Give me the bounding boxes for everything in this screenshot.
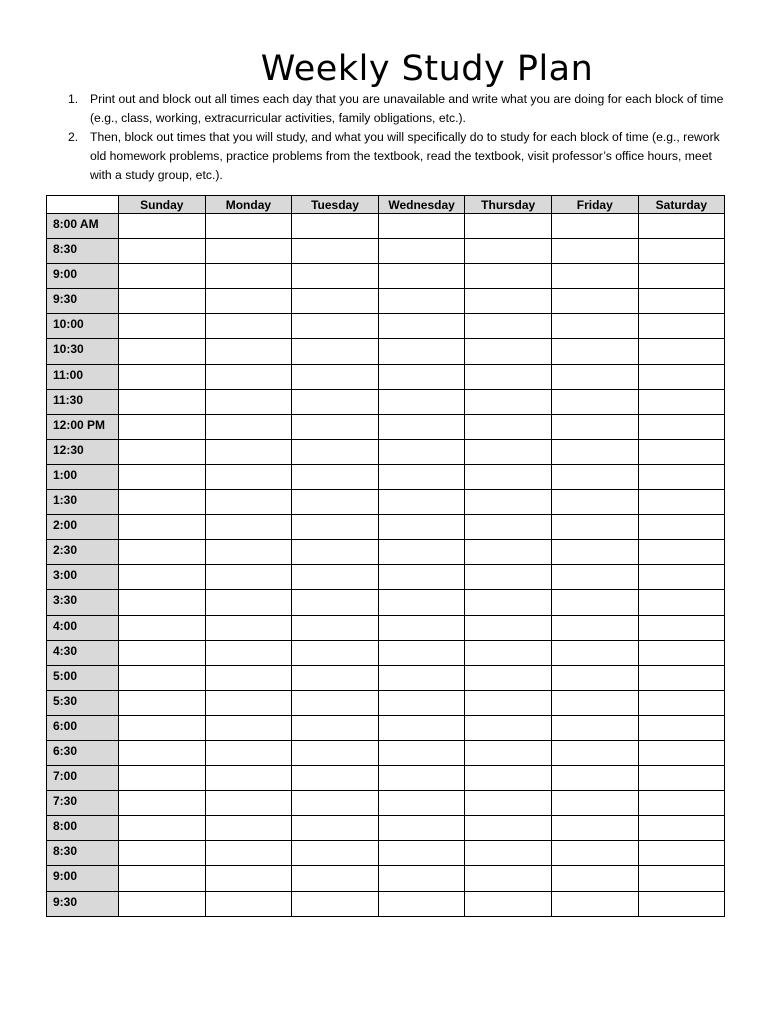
schedule-cell[interactable] (205, 816, 292, 841)
schedule-cell[interactable] (551, 364, 638, 389)
schedule-cell[interactable] (292, 866, 379, 891)
instruction-item (66, 90, 726, 128)
schedule-cell[interactable] (292, 490, 379, 515)
table-row (47, 665, 725, 690)
schedule-cell[interactable] (638, 314, 725, 339)
schedule-cell[interactable] (638, 540, 725, 565)
schedule-cell[interactable] (119, 239, 206, 264)
schedule-cell[interactable] (119, 740, 206, 765)
time-label: 6:30 (47, 740, 119, 765)
time-label: 2:00 (47, 515, 119, 540)
table-row (47, 239, 725, 264)
schedule-cell[interactable] (119, 891, 206, 916)
schedule-cell[interactable] (638, 264, 725, 289)
schedule-cell[interactable] (638, 740, 725, 765)
schedule-cell[interactable] (205, 766, 292, 791)
header-row (47, 196, 725, 214)
schedule-cell[interactable] (465, 690, 552, 715)
day-header-sunday: Sunday (119, 196, 206, 214)
time-label: 5:30 (47, 690, 119, 715)
schedule-cell[interactable] (551, 841, 638, 866)
schedule-cell[interactable] (638, 866, 725, 891)
schedule-cell[interactable] (638, 640, 725, 665)
schedule-cell[interactable] (205, 364, 292, 389)
schedule-cell[interactable] (465, 289, 552, 314)
schedule-cell[interactable] (551, 565, 638, 590)
schedule-cell[interactable] (378, 540, 465, 565)
schedule-cell[interactable] (205, 239, 292, 264)
schedule-cell[interactable] (551, 715, 638, 740)
schedule-cell[interactable] (119, 289, 206, 314)
schedule-cell[interactable] (551, 766, 638, 791)
schedule-cell[interactable] (205, 264, 292, 289)
schedule-cell[interactable] (292, 590, 379, 615)
schedule-cell[interactable] (205, 414, 292, 439)
schedule-cell[interactable] (292, 364, 379, 389)
schedule-cell[interactable] (465, 715, 552, 740)
schedule-cell[interactable] (205, 289, 292, 314)
schedule-cell[interactable] (205, 439, 292, 464)
schedule-cell[interactable] (119, 640, 206, 665)
table-row (47, 314, 725, 339)
schedule-cell[interactable] (465, 841, 552, 866)
schedule-cell[interactable] (638, 841, 725, 866)
table-row (47, 816, 725, 841)
schedule-cell[interactable] (638, 791, 725, 816)
schedule-cell[interactable] (378, 891, 465, 916)
schedule-cell[interactable] (551, 464, 638, 489)
schedule-cell[interactable] (292, 615, 379, 640)
schedule-cell[interactable] (378, 264, 465, 289)
schedule-cell[interactable] (119, 816, 206, 841)
schedule-cell[interactable] (205, 715, 292, 740)
schedule-cell[interactable] (638, 490, 725, 515)
schedule-cell[interactable] (638, 239, 725, 264)
schedule-cell[interactable] (292, 690, 379, 715)
schedule-cell[interactable] (465, 891, 552, 916)
schedule-cell[interactable] (551, 891, 638, 916)
time-label: 8:30 (47, 841, 119, 866)
day-header-tuesday: Tuesday (292, 196, 379, 214)
table-row (47, 214, 725, 239)
table-row (47, 515, 725, 540)
schedule-cell[interactable] (205, 615, 292, 640)
schedule-cell[interactable] (292, 289, 379, 314)
table-row (47, 540, 725, 565)
table-row (47, 490, 725, 515)
schedule-cell[interactable] (551, 414, 638, 439)
schedule-cell[interactable] (551, 239, 638, 264)
table-row (47, 615, 725, 640)
schedule-cell[interactable] (378, 239, 465, 264)
time-label: 1:00 (47, 464, 119, 489)
schedule-cell[interactable] (205, 339, 292, 364)
schedule-cell[interactable] (119, 314, 206, 339)
schedule-cell[interactable] (292, 389, 379, 414)
schedule-cell[interactable] (465, 615, 552, 640)
schedule-cell[interactable] (205, 740, 292, 765)
schedule-cell[interactable] (465, 239, 552, 264)
table-row (47, 740, 725, 765)
schedule-cell[interactable] (292, 339, 379, 364)
schedule-cell[interactable] (119, 841, 206, 866)
time-label: 10:00 (47, 314, 119, 339)
schedule-cell[interactable] (119, 439, 206, 464)
table-row (47, 891, 725, 916)
schedule-cell[interactable] (292, 515, 379, 540)
schedule-cell[interactable] (638, 766, 725, 791)
instruction-item (66, 128, 726, 185)
time-label: 9:00 (47, 264, 119, 289)
schedule-cell[interactable] (638, 464, 725, 489)
instruction-number: 1. (68, 92, 79, 106)
schedule-cell[interactable] (638, 816, 725, 841)
schedule-cell[interactable] (292, 891, 379, 916)
schedule-cell[interactable] (378, 615, 465, 640)
table-row (47, 364, 725, 389)
schedule-cell[interactable] (205, 665, 292, 690)
schedule-cell[interactable] (292, 414, 379, 439)
schedule-cell[interactable] (205, 464, 292, 489)
schedule-cell[interactable] (119, 690, 206, 715)
schedule-cell[interactable] (119, 490, 206, 515)
schedule-cell[interactable] (465, 740, 552, 765)
time-label: 11:00 (47, 364, 119, 389)
schedule-cell[interactable] (119, 515, 206, 540)
schedule-cell[interactable] (465, 565, 552, 590)
schedule-cell[interactable] (551, 264, 638, 289)
schedule-cell[interactable] (638, 289, 725, 314)
schedule-cell[interactable] (378, 439, 465, 464)
schedule-cell[interactable] (551, 389, 638, 414)
page-title: Weekly Study Plan (260, 49, 594, 89)
schedule-cell[interactable] (465, 214, 552, 239)
table-row (47, 339, 725, 364)
schedule-cell[interactable] (551, 490, 638, 515)
schedule-cell[interactable] (205, 590, 292, 615)
time-label: 10:30 (47, 339, 119, 364)
schedule-cell[interactable] (551, 515, 638, 540)
schedule-cell[interactable] (465, 339, 552, 364)
time-label: 12:30 (47, 439, 119, 464)
time-label: 5:00 (47, 665, 119, 690)
schedule-cell[interactable] (551, 791, 638, 816)
table-row (47, 866, 725, 891)
schedule-cell[interactable] (465, 364, 552, 389)
schedule-cell[interactable] (119, 791, 206, 816)
schedule-cell[interactable] (119, 590, 206, 615)
schedule-cell[interactable] (119, 464, 206, 489)
schedule-cell[interactable] (119, 615, 206, 640)
schedule-cell[interactable] (292, 540, 379, 565)
schedule-cell[interactable] (119, 389, 206, 414)
schedule-cell[interactable] (378, 640, 465, 665)
day-header-saturday: Saturday (638, 196, 725, 214)
schedule-cell[interactable] (378, 389, 465, 414)
schedule-cell[interactable] (465, 490, 552, 515)
schedule-cell[interactable] (638, 339, 725, 364)
schedule-cell[interactable] (378, 565, 465, 590)
schedule-cell[interactable] (465, 640, 552, 665)
schedule-cell[interactable] (465, 540, 552, 565)
schedule-cell[interactable] (465, 389, 552, 414)
time-label: 8:00 (47, 816, 119, 841)
time-label: 12:00 PM (47, 414, 119, 439)
schedule-cell[interactable] (205, 490, 292, 515)
table-row (47, 565, 725, 590)
schedule-cell[interactable] (551, 289, 638, 314)
instructions-list (66, 90, 726, 185)
schedule-cell[interactable] (465, 590, 552, 615)
corner-cell (47, 196, 119, 214)
schedule-cell[interactable] (205, 891, 292, 916)
schedule-cell[interactable] (551, 640, 638, 665)
schedule-table (46, 195, 725, 917)
instruction-text: Then, block out times that you will study, and what you will specifically do to study for each block of time (e.g., rework old homework problems, practice problems from the textbook, read the textbook, visit professor’s office hours, meet with a study group, etc.). (90, 130, 720, 182)
table-row (47, 439, 725, 464)
schedule-cell[interactable] (378, 314, 465, 339)
schedule-cell[interactable] (551, 439, 638, 464)
schedule-cell[interactable] (465, 464, 552, 489)
schedule-cell[interactable] (465, 791, 552, 816)
schedule-cell[interactable] (292, 791, 379, 816)
schedule-cell[interactable] (638, 565, 725, 590)
time-label: 7:30 (47, 791, 119, 816)
table-row (47, 841, 725, 866)
schedule-cell[interactable] (378, 214, 465, 239)
schedule-cell[interactable] (292, 715, 379, 740)
schedule-cell[interactable] (551, 690, 638, 715)
schedule-cell[interactable] (551, 314, 638, 339)
table-row (47, 766, 725, 791)
schedule-cell[interactable] (551, 866, 638, 891)
table-row (47, 690, 725, 715)
schedule-cell[interactable] (378, 289, 465, 314)
schedule-cell[interactable] (638, 515, 725, 540)
schedule-cell[interactable] (551, 665, 638, 690)
schedule-cell[interactable] (551, 816, 638, 841)
time-label: 4:30 (47, 640, 119, 665)
time-label: 9:30 (47, 891, 119, 916)
schedule-cell[interactable] (292, 314, 379, 339)
schedule-cell[interactable] (465, 866, 552, 891)
table-row (47, 640, 725, 665)
schedule-cell[interactable] (465, 264, 552, 289)
schedule-cell[interactable] (378, 690, 465, 715)
schedule-cell[interactable] (465, 314, 552, 339)
schedule-cell[interactable] (205, 214, 292, 239)
schedule-cell[interactable] (638, 364, 725, 389)
schedule-cell[interactable] (465, 665, 552, 690)
time-label: 6:00 (47, 715, 119, 740)
schedule-cell[interactable] (638, 891, 725, 916)
table-row (47, 715, 725, 740)
schedule-cell[interactable] (292, 264, 379, 289)
table-row (47, 289, 725, 314)
schedule-cell[interactable] (205, 791, 292, 816)
schedule-cell[interactable] (465, 816, 552, 841)
schedule-cell[interactable] (378, 791, 465, 816)
schedule-cell[interactable] (205, 515, 292, 540)
instruction-number: 2. (68, 130, 79, 144)
schedule-cell[interactable] (465, 766, 552, 791)
schedule-cell[interactable] (638, 690, 725, 715)
time-label: 11:30 (47, 389, 119, 414)
schedule-cell[interactable] (638, 590, 725, 615)
table-row (47, 464, 725, 489)
schedule-cell[interactable] (205, 540, 292, 565)
schedule-cell[interactable] (205, 690, 292, 715)
time-label: 3:00 (47, 565, 119, 590)
schedule-cell[interactable] (378, 464, 465, 489)
day-header-monday: Monday (205, 196, 292, 214)
schedule-cell[interactable] (551, 540, 638, 565)
schedule-cell[interactable] (205, 565, 292, 590)
schedule-cell[interactable] (292, 665, 379, 690)
schedule-cell[interactable] (551, 615, 638, 640)
schedule-cell[interactable] (119, 766, 206, 791)
schedule-cell[interactable] (638, 715, 725, 740)
schedule-cell[interactable] (292, 766, 379, 791)
table-row (47, 414, 725, 439)
schedule-cell[interactable] (378, 740, 465, 765)
schedule-cell[interactable] (119, 715, 206, 740)
schedule-cell[interactable] (119, 565, 206, 590)
schedule-cell[interactable] (378, 766, 465, 791)
time-label: 9:00 (47, 866, 119, 891)
schedule-cell[interactable] (119, 214, 206, 239)
schedule-cell[interactable] (551, 590, 638, 615)
schedule-cell[interactable] (465, 414, 552, 439)
schedule-cell[interactable] (119, 540, 206, 565)
schedule-cell[interactable] (638, 615, 725, 640)
schedule-cell[interactable] (378, 816, 465, 841)
schedule-cell[interactable] (638, 665, 725, 690)
schedule-cell[interactable] (378, 515, 465, 540)
schedule-cell[interactable] (378, 665, 465, 690)
schedule-cell[interactable] (292, 214, 379, 239)
schedule-cell[interactable] (292, 640, 379, 665)
table-row (47, 590, 725, 615)
schedule-cell[interactable] (292, 439, 379, 464)
schedule-body (47, 214, 725, 917)
schedule-cell[interactable] (378, 715, 465, 740)
schedule-cell[interactable] (378, 590, 465, 615)
schedule-cell[interactable] (465, 515, 552, 540)
instruction-text: Print out and block out all times each day that you are unavailable and write what you are doing for each block of time (e.g., class, working, extracurricular activities, family obligations, etc.). (90, 92, 724, 125)
day-header-thursday: Thursday (465, 196, 552, 214)
schedule-cell[interactable] (205, 866, 292, 891)
table-row (47, 264, 725, 289)
time-label: 1:30 (47, 490, 119, 515)
time-label: 4:00 (47, 615, 119, 640)
time-label: 7:00 (47, 766, 119, 791)
day-header-wednesday: Wednesday (378, 196, 465, 214)
time-label: 2:30 (47, 540, 119, 565)
schedule-cell[interactable] (292, 565, 379, 590)
schedule-cell[interactable] (205, 389, 292, 414)
time-label: 3:30 (47, 590, 119, 615)
schedule-cell[interactable] (638, 414, 725, 439)
schedule-cell[interactable] (378, 364, 465, 389)
day-header-friday: Friday (551, 196, 638, 214)
schedule-cell[interactable] (292, 239, 379, 264)
schedule-cell[interactable] (638, 389, 725, 414)
schedule-cell[interactable] (378, 841, 465, 866)
schedule-cell[interactable] (119, 414, 206, 439)
time-label: 9:30 (47, 289, 119, 314)
schedule-cell[interactable] (378, 866, 465, 891)
schedule-cell[interactable] (119, 866, 206, 891)
time-label: 8:30 (47, 239, 119, 264)
schedule-cell[interactable] (292, 740, 379, 765)
schedule-cell[interactable] (292, 841, 379, 866)
schedule-cell[interactable] (292, 464, 379, 489)
schedule-cell[interactable] (378, 339, 465, 364)
schedule-cell[interactable] (638, 214, 725, 239)
schedule-cell[interactable] (378, 490, 465, 515)
schedule-cell[interactable] (119, 339, 206, 364)
table-row (47, 791, 725, 816)
time-label: 8:00 AM (47, 214, 119, 239)
schedule-cell[interactable] (551, 740, 638, 765)
schedule-cell[interactable] (119, 665, 206, 690)
schedule-cell[interactable] (205, 841, 292, 866)
schedule-cell[interactable] (378, 414, 465, 439)
schedule-cell[interactable] (551, 339, 638, 364)
schedule-cell[interactable] (551, 214, 638, 239)
schedule-cell[interactable] (465, 439, 552, 464)
schedule-cell[interactable] (638, 439, 725, 464)
schedule-cell[interactable] (119, 264, 206, 289)
table-row (47, 389, 725, 414)
schedule-cell[interactable] (205, 640, 292, 665)
schedule-cell[interactable] (292, 816, 379, 841)
schedule-cell[interactable] (119, 364, 206, 389)
schedule-cell[interactable] (205, 314, 292, 339)
